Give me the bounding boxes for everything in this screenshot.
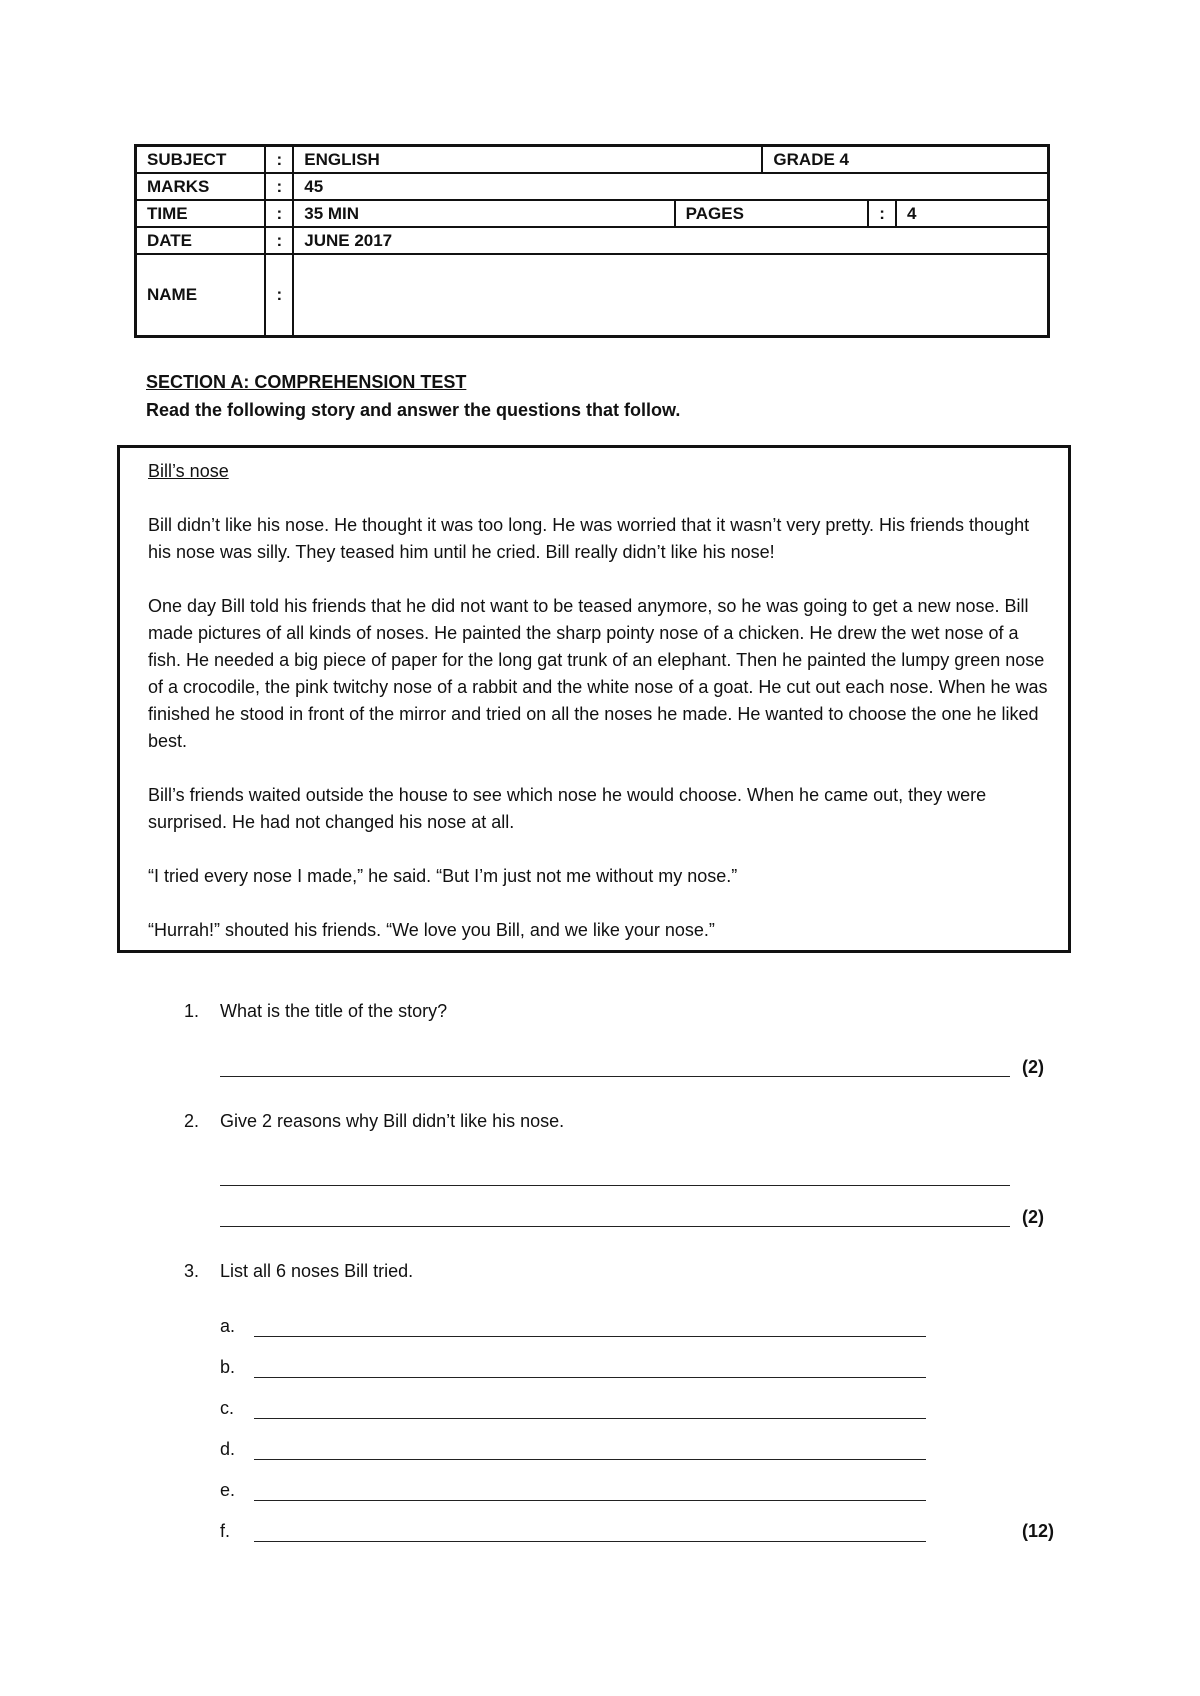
- story-paragraph: One day Bill told his friends that he did not want to be teased anymore, so he was going to get a new nose. Bill made pictures of all kinds of noses. He painted the sharp pointy nose of a chicken. He drew the wet nose of a fish. He needed a big piece of paper for the long gat trunk of an elephant. Then he painted the lumpy green nose of a crocodile, the pink twitchy nose of a rabbit and the white nose of a goat. He cut out each nose. When he was finished he stood in front of the mirror and tried on all the noses he made. He wanted to choose the one he liked best.: [148, 596, 1048, 751]
- sub-label-c: c.: [220, 1398, 235, 1418]
- section-instruction: Read the following story and answer the questions that follow.: [146, 400, 681, 420]
- section-title: SECTION A: COMPREHENSION TEST: [146, 372, 467, 392]
- sub-label-a: a.: [220, 1316, 236, 1336]
- question-1-marks: (2): [1022, 1057, 1044, 1077]
- answer-line-3f[interactable]: [254, 1541, 926, 1542]
- answer-line-3d[interactable]: [254, 1459, 926, 1460]
- story-paragraph: “Hurrah!” shouted his friends. “We love you Bill, and we like your nose.”: [148, 920, 715, 940]
- question-2-marks: (2): [1022, 1207, 1044, 1227]
- story-title: Bill’s nose: [148, 461, 229, 481]
- sub-label-f: f.: [220, 1521, 231, 1541]
- sub-label-b: b.: [220, 1357, 236, 1377]
- answer-line-3e[interactable]: [254, 1500, 926, 1501]
- date-label: DATE: [136, 227, 266, 254]
- date-colon: :: [265, 227, 293, 254]
- pages-label: PAGES: [675, 200, 868, 227]
- name-label: NAME: [136, 254, 266, 337]
- time-label: TIME: [136, 200, 266, 227]
- question-number: 1.: [184, 1001, 200, 1021]
- subject-colon: :: [265, 146, 293, 174]
- story-paragraph: Bill didn’t like his nose. He thought it was too long. He was worried that it wasn’t very pretty. His friends thought his nose was silly. They teased him until he cried. Bill really didn’t like his nose!: [148, 515, 1030, 562]
- story-paragraph: Bill’s friends waited outside the house to see which nose he would choose. When he came out, they were surprised. He had not changed his nose at all.: [148, 785, 987, 832]
- answer-line-1[interactable]: [220, 1076, 1010, 1077]
- sub-label-d: d.: [220, 1439, 236, 1459]
- question-text: What is the title of the story?: [220, 1001, 448, 1021]
- date-value: JUNE 2017: [293, 227, 1048, 254]
- question-3-marks: (12): [1022, 1521, 1055, 1541]
- answer-line-3b[interactable]: [254, 1377, 926, 1378]
- question-text: List all 6 noses Bill tried.: [220, 1261, 414, 1281]
- grade-value: GRADE 4: [762, 146, 1048, 174]
- answer-line-2a[interactable]: [220, 1185, 1010, 1186]
- marks-colon: :: [265, 173, 293, 200]
- answer-line-3c[interactable]: [254, 1418, 926, 1419]
- marks-label: MARKS: [136, 173, 266, 200]
- story-box: [117, 445, 1071, 953]
- exam-header-table: [134, 144, 1050, 338]
- answer-line-3a[interactable]: [254, 1336, 926, 1337]
- question-number: 3.: [184, 1261, 200, 1281]
- time-value: 35 MIN: [293, 200, 674, 227]
- sub-label-e: e.: [220, 1480, 236, 1500]
- pages-colon: :: [868, 200, 896, 227]
- name-colon: :: [265, 254, 293, 337]
- story-paragraph: “I tried every nose I made,” he said. “But I’m just not me without my nose.”: [148, 866, 738, 886]
- name-field[interactable]: [293, 254, 1048, 337]
- time-colon: :: [265, 200, 293, 227]
- marks-value: 45: [293, 173, 1048, 200]
- subject-label: SUBJECT: [136, 146, 266, 174]
- subject-value: ENGLISH: [293, 146, 762, 174]
- question-text: Give 2 reasons why Bill didn’t like his nose.: [220, 1111, 565, 1131]
- question-number: 2.: [184, 1111, 200, 1131]
- pages-value: 4: [896, 200, 1049, 227]
- answer-line-2b[interactable]: [220, 1226, 1010, 1227]
